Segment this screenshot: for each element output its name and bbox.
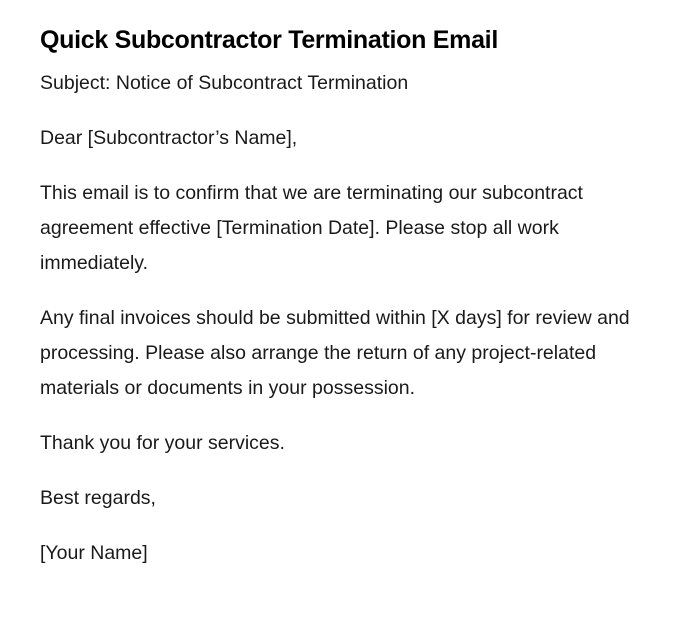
email-subject-line: Subject: Notice of Subcontract Termination xyxy=(40,72,409,94)
document-title: Quick Subcontractor Termination Email xyxy=(40,26,498,54)
email-greeting: Dear [Subcontractor’s Name], xyxy=(40,127,298,149)
email-body-paragraph-invoices: Any final invoices should be submitted within [X days] for review and processing. Please also arrange the return of any project-related materials or documents in your possession. xyxy=(40,307,630,399)
email-body-paragraph-termination: This email is to confirm that we are terminating our subcontract agreement effective [Termination Date]. Please stop all work immediately. xyxy=(40,182,583,274)
email-closing: Best regards, xyxy=(40,487,156,509)
email-signature: [Your Name] xyxy=(40,542,148,564)
email-thanks-line: Thank you for your services. xyxy=(40,432,285,454)
